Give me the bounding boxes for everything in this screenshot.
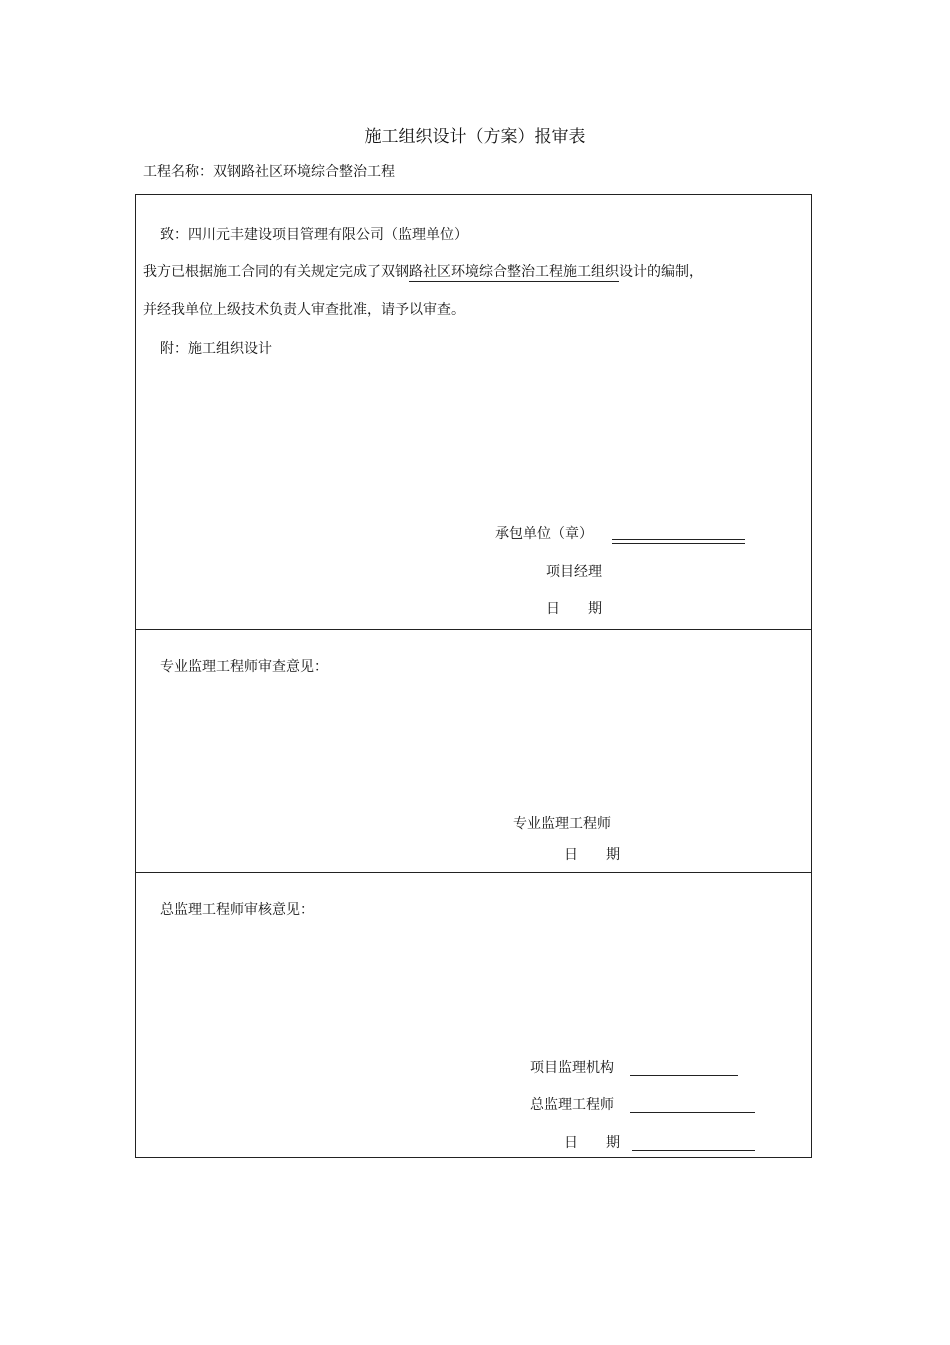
attachment-line: [160, 340, 272, 358]
chief-engineer-label: 总监理工程师: [530, 1097, 614, 1113]
statement-suffix: 设计的编制，: [619, 264, 703, 280]
statement-prefix: 我方已根据施工合同的有关规定完成了: [143, 264, 381, 280]
chief-opinion-label: 总监理工程师审核意见：: [160, 902, 314, 918]
specialist-engineer-label: 专业监理工程师: [513, 816, 611, 832]
section1-date-label: 日 期: [546, 601, 602, 617]
addressee-label: 致：: [160, 227, 188, 243]
page-title: 施工组织设计（方案）报审表: [364, 127, 586, 147]
attachment-value: 施工组织设计: [188, 341, 272, 357]
addressee-line: [160, 226, 468, 244]
chief-engineer-blank: [630, 1112, 755, 1113]
project-name-line: [143, 163, 395, 181]
statement-line-2: 并经我单位上级技术负责人审查批准，请予以审查。: [143, 302, 465, 318]
section3-date-label: 日 期: [564, 1135, 620, 1151]
statement-name-part1: 双钢: [381, 264, 409, 280]
section3-date-blank: [632, 1150, 755, 1151]
supervision-org-blank: [630, 1075, 738, 1076]
addressee-value: 四川元丰建设项目管理有限公司（监理单位）: [188, 227, 468, 243]
supervision-org-label: 项目监理机构: [530, 1060, 614, 1076]
specialist-opinion-label: 专业监理工程师审查意见：: [160, 659, 328, 675]
statement-line-1: [143, 263, 703, 281]
project-manager-label: 项目经理: [546, 564, 602, 580]
attachment-label: 附：: [160, 341, 188, 357]
contractor-seal-label: 承包单位（章）: [495, 526, 593, 542]
section-divider-2: [136, 872, 811, 873]
section-divider-1: [136, 629, 811, 630]
section2-date-label: 日 期: [564, 847, 620, 863]
project-name: 双钢路社区环境综合整治工程: [213, 164, 395, 180]
review-form-table: [135, 194, 812, 1158]
statement-name-part2: 路社区环境综合整治工程施工组织: [409, 264, 619, 280]
project-label: 工程名称：: [143, 164, 213, 180]
contractor-seal-blank: [612, 539, 745, 544]
